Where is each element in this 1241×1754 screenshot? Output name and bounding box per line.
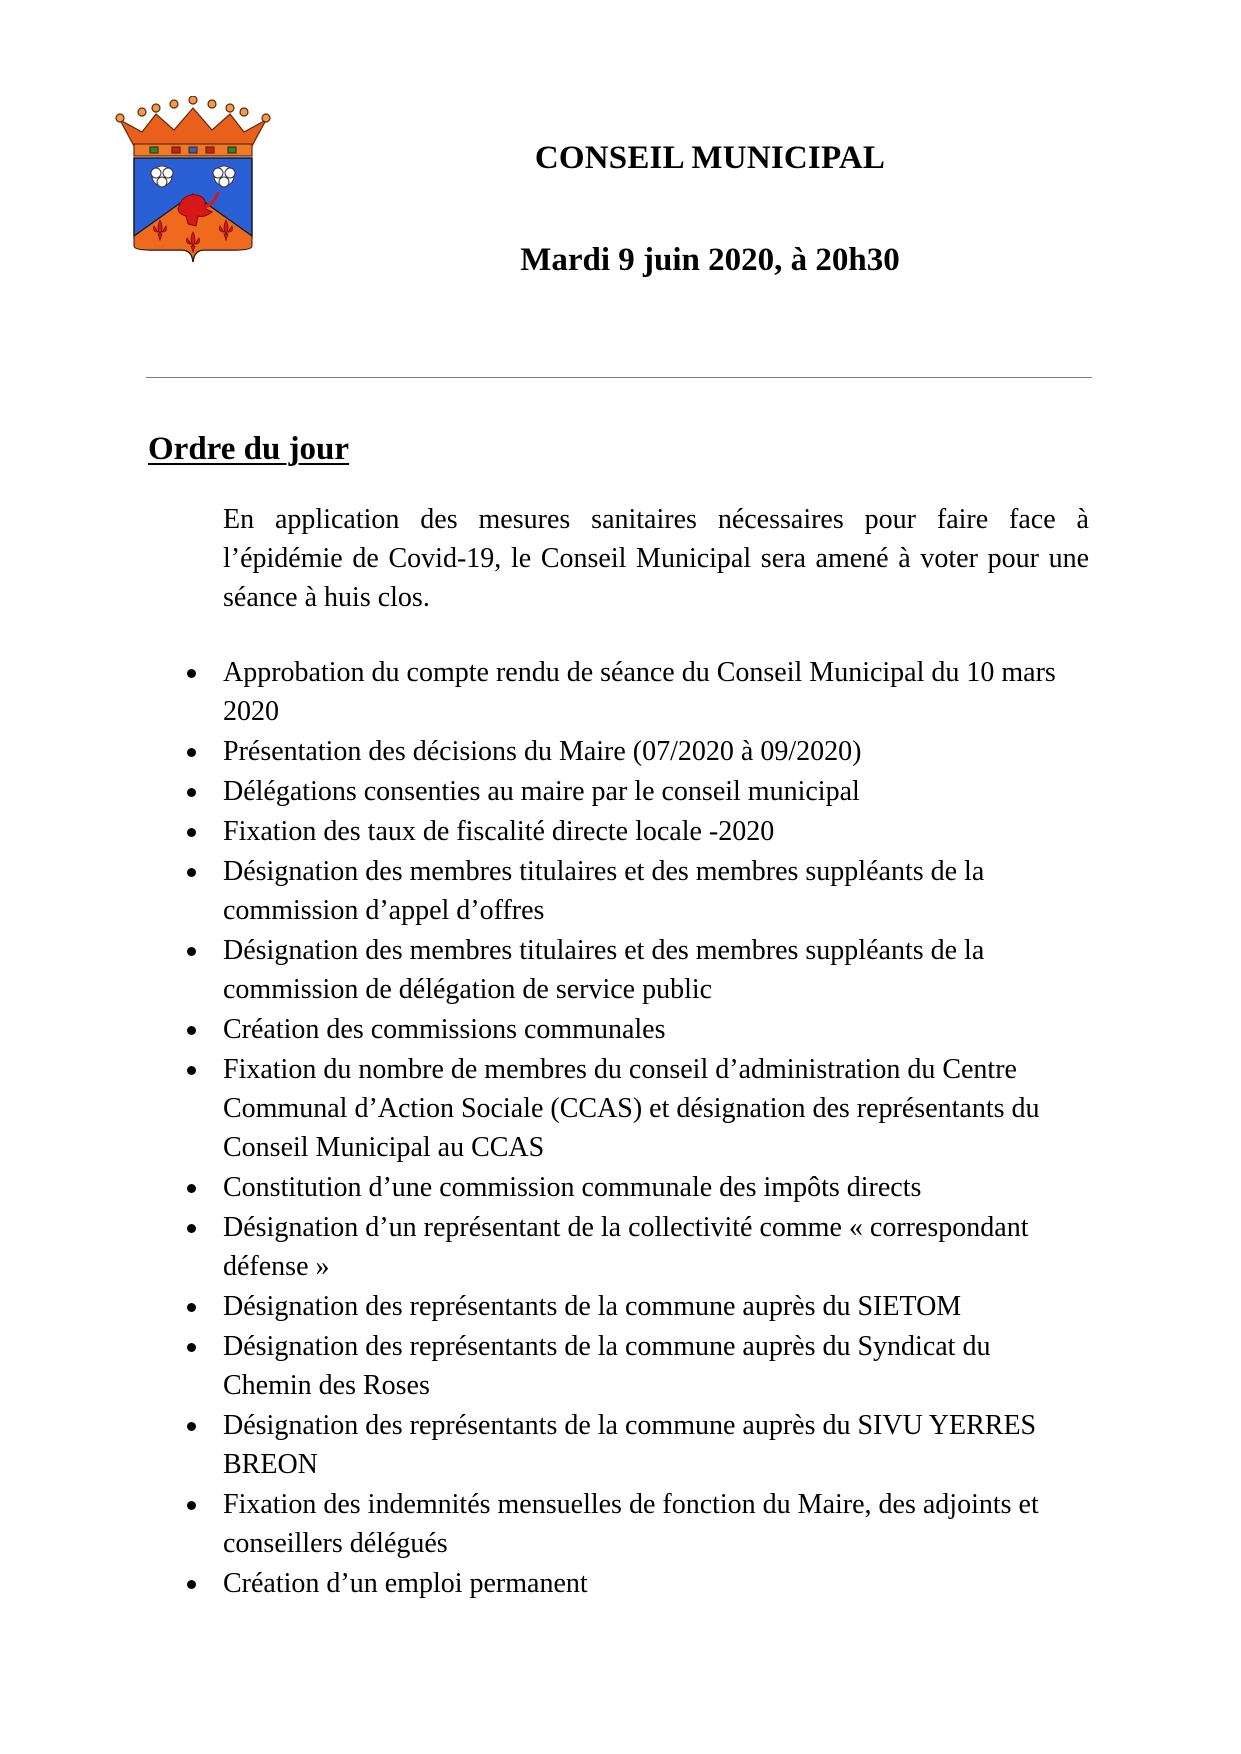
meeting-date: Mardi 9 juin 2020, à 20h30	[520, 242, 900, 278]
municipal-coat-of-arms-icon	[112, 96, 274, 282]
agenda-item	[180, 732, 1080, 771]
bullet-icon	[187, 1343, 196, 1352]
agenda-list	[180, 653, 1080, 1604]
agenda-item-text: Fixation des taux de fiscalité directe locale -2020	[223, 816, 775, 847]
agenda-item-text: Désignation d’un représentant de la collectivité comme « correspondant défense »	[223, 1212, 1029, 1282]
agenda-item-text: Fixation des indemnités mensuelles de fonction du Maire, des adjoints et conseillers délégués	[223, 1489, 1039, 1559]
agenda-item-text: Présentation des décisions du Maire (07/2020 à 09/2020)	[223, 736, 862, 767]
bullet-icon	[187, 868, 196, 877]
agenda-item	[180, 1208, 1080, 1286]
agenda-item	[180, 812, 1080, 851]
agenda-item	[180, 1485, 1080, 1563]
agenda-item-text: Constitution d’une commission communale des impôts directs	[223, 1172, 922, 1203]
bullet-icon	[187, 669, 196, 678]
page-title: CONSEIL MUNICIPAL	[534, 140, 886, 176]
bullet-icon	[187, 1580, 196, 1589]
agenda-item-text: Création d’un emploi permanent	[223, 1568, 588, 1599]
agenda-item-text: Délégations consenties au maire par le conseil municipal	[223, 776, 860, 807]
crown-icon	[116, 96, 270, 156]
bullet-icon	[187, 1224, 196, 1233]
agenda-item	[180, 852, 1080, 930]
bullet-icon	[187, 748, 196, 757]
agenda-item-text: Désignation des représentants de la commune auprès du SIETOM	[223, 1291, 962, 1322]
bullet-icon	[187, 1422, 196, 1431]
agenda-item	[180, 653, 1080, 731]
agenda-item-text: Désignation des représentants de la commune auprès du Syndicat du Chemin des Roses	[223, 1331, 991, 1401]
bullet-icon	[187, 788, 196, 797]
agenda-item-text: Création des commissions communales	[223, 1014, 666, 1045]
agenda-item-text: Désignation des membres titulaires et des membres suppléants de la commission de délégation de service public	[223, 935, 985, 1005]
bullet-icon	[187, 828, 196, 837]
agenda-item-text: Désignation des représentants de la commune auprès du SIVU YERRES BREON	[223, 1410, 1037, 1480]
bullet-icon	[187, 1026, 196, 1035]
bullet-icon	[187, 947, 196, 956]
section-heading: Ordre du jour	[148, 431, 350, 467]
bullet-icon	[187, 1501, 196, 1510]
agenda-item	[180, 1010, 1080, 1049]
agenda-item-text: Désignation des membres titulaires et des membres suppléants de la commission d’appel d’offres	[223, 856, 985, 926]
agenda-item	[180, 772, 1080, 811]
bullet-icon	[187, 1303, 196, 1312]
agenda-item-text: Fixation du nombre de membres du conseil d’administration du Centre Communal d’Action Sociale (CCAS) et désignation des représentants du Conseil Municipal au CCAS	[223, 1054, 1040, 1163]
agenda-item-text: Approbation du compte rendu de séance du Conseil Municipal du 10 mars 2020	[223, 657, 1056, 727]
agenda-item	[180, 1406, 1080, 1484]
bullet-icon	[187, 1066, 196, 1075]
agenda-item	[180, 1050, 1080, 1167]
agenda-item	[180, 1327, 1080, 1405]
bullet-icon	[187, 1184, 196, 1193]
divider	[146, 377, 1092, 378]
agenda-item	[180, 1287, 1080, 1326]
agenda-item	[180, 1168, 1080, 1207]
agenda-item	[180, 931, 1080, 1009]
intro-paragraph: En application des mesures sanitaires nécessaires pour faire face à l’épidémie de Covid-19, le Conseil Municipal sera amené à voter pour une séance à huis clos.	[223, 504, 1089, 613]
agenda-item	[180, 1564, 1080, 1603]
